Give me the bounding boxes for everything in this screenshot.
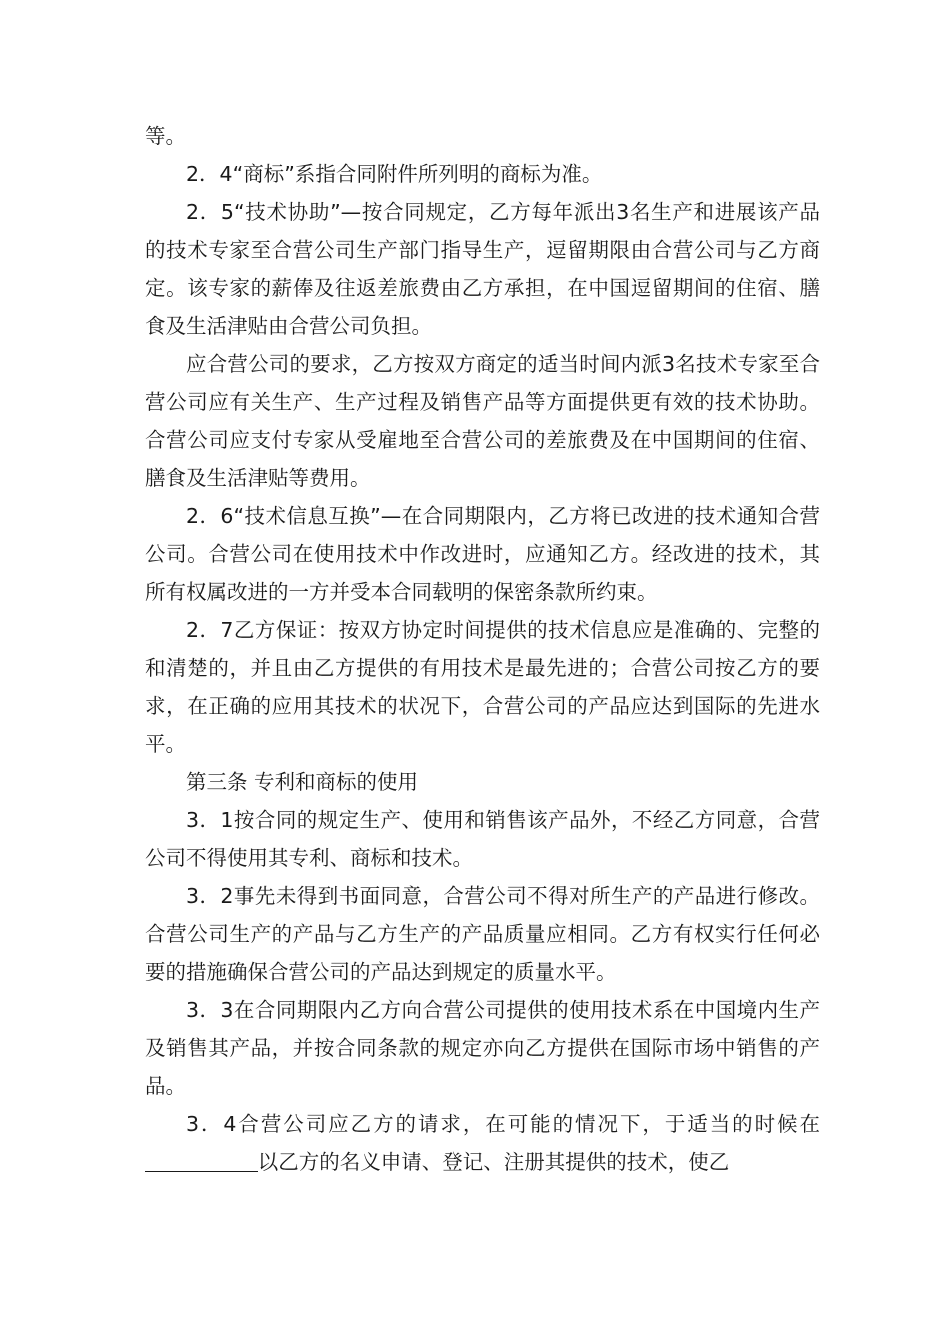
paragraph-clause-2-4: 2．4“商标”系指合同附件所列明的商标为准。	[186, 162, 603, 186]
paragraph-clause-2-7: 2．7乙方保证：按双方协定时间提供的技术信息应是准确的、完整的和清楚的，并且由乙方提供的有用技术是最先进的；合营公司按乙方的要求，在正确的应用其技术的状况下，合营公司的产品应达到国际的先进水平。	[145, 618, 820, 756]
paragraph-clause-2-5: 2．5“技术协助”—按合同规定，乙方每年派出3名生产和进展该产品的技术专家至合营公司生产部门指导生产，逗留期限由合营公司与乙方商定。该专家的薪俸及往返差旅费由乙方承担，在中国逗留期间的住宿、膳食及生活津贴由合营公司负担。	[145, 200, 820, 338]
article-heading-3: 第三条 专利和商标的使用	[186, 770, 419, 794]
paragraph-clause-3-1: 3．1按合同的规定生产、使用和销售该产品外，不经乙方同意，合营公司不得使用其专利、商标和技术。	[145, 808, 820, 870]
paragraph-continuation: 等。	[145, 124, 186, 148]
paragraph-clause-3-4	[145, 1105, 820, 1181]
clause-3-4-text-after: 以乙方的名义申请、登记、注册其提供的技术，使乙	[257, 1150, 730, 1174]
document-body	[145, 117, 820, 1181]
paragraph-clause-2-6: 2．6“技术信息互换”—在合同期限内，乙方将已改进的技术通知合营公司。合营公司在使用技术中作改进时，应通知乙方。经改进的技术，其所有权属改进的一方并受本合同载明的保密条款所约束。	[145, 504, 820, 604]
fill-in-blank	[145, 1149, 258, 1173]
paragraph-clause-3-2: 3．2事先未得到书面同意，合营公司不得对所生产的产品进行修改。合营公司生产的产品与乙方生产的产品质量应相同。乙方有权实行任何必要的措施确保合营公司的产品达到规定的质量水平。	[145, 884, 820, 984]
clause-3-4-text-before: 3．4合营公司应乙方的请求，在可能的情况下，于适当的时候在	[186, 1112, 820, 1136]
paragraph-clause-3-3: 3．3在合同期限内乙方向合营公司提供的使用技术系在中国境内生产及销售其产品，并按合同条款的规定亦向乙方提供在国际市场中销售的产品。	[145, 998, 820, 1098]
paragraph-clause-2-5-continued: 应合营公司的要求，乙方按双方商定的适当时间内派3名技术专家至合营公司应有关生产、生产过程及销售产品等方面提供更有效的技术协助。合营公司应支付专家从受雇地至合营公司的差旅费及在中国期间的住宿、膳食及生活津贴等费用。	[145, 352, 820, 490]
